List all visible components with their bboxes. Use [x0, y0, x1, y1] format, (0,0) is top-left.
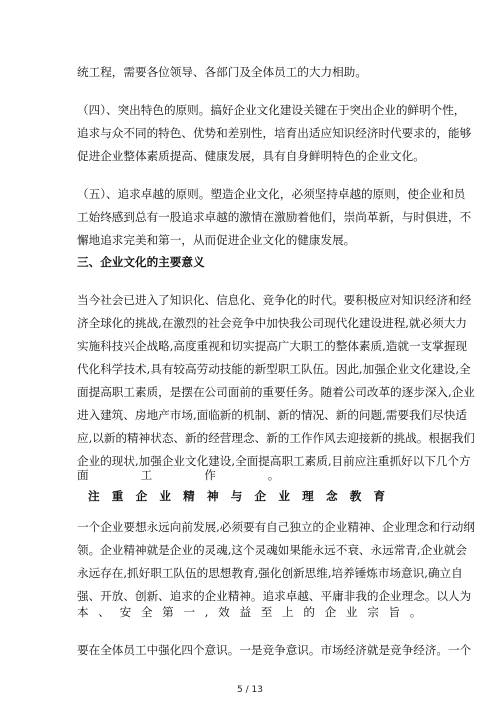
page-number: 5 / 13: [237, 685, 263, 695]
text-line: 懈地追求完美和第一，从而促进企业文化的健康发展。: [77, 233, 356, 247]
text-line: 本、安全第一,效益至上的企业宗旨。: [77, 605, 432, 619]
text-line: 促进企业整体素质提高、健康发展，具有自身鲜明特色的企业文化。: [77, 149, 425, 163]
text-line: 追求与众不同的特色、优势和差别性，培育出适应知识经济时代要求的，能够: [77, 126, 472, 140]
section-heading: 三、企业文化的主要意义: [77, 255, 205, 269]
text-line: 一个企业要想永远向前发展,必须要有自己独立的企业精神、企业理念和行动纲: [77, 520, 475, 534]
text-line: 应,以新的精神状态、新的经营理念、新的工作作风去迎接新的挑战。根据我们: [77, 431, 475, 445]
text-line: 实施科技兴企战略,高度重视和切实提高广大职工的整体素质,造就一支掌握现: [77, 339, 467, 353]
text-line: 永远存在,抓好职工队伍的思想教育,强化创新思维,培养锤炼市场意识,确立自: [77, 566, 463, 580]
text-line: 代化科学技术,具有较高劳动技能的新型职工队伍。因此,加强企业文化建设,全: [77, 362, 471, 376]
text-line: 进入建筑、房地产市场,面临新的机制、新的情况、新的问题,需要我们尽快适: [77, 408, 467, 422]
text-line: 统工程，需要各位领导、各部门及全体员工的大力相助。: [77, 65, 367, 79]
text-line: 工始终感到总有一股追求卓越的激情在激励着他们，崇尚革新，与时俱进，不: [77, 210, 472, 224]
text-line: 领。企业精神就是企业的灵魂,这个灵魂如果能永远不衰、永远常青,企业就会: [77, 543, 467, 557]
text-line: 强、开放、创新、追求的企业精神。追求卓越、平庸非我的企业理念。以人为: [77, 589, 472, 603]
text-line: 要在全体员工中强化四个意识。一是竞争意识。市场经济就是竞争经济。一个: [77, 643, 472, 657]
text-line: 面提高职工素质，是摆在公司面前的重要任务。随着公司改革的逐步深入,企业: [77, 385, 475, 399]
subsection-heading: 注重企业精神与企业理念教育: [88, 489, 398, 503]
text-line: （五）、追求卓越的原则。塑造企业文化，必须坚持卓越的原则，使企业和员: [77, 187, 466, 201]
text-line: 当今社会已进入了知识化、信息化、竞争化的时代。要积极应对知识经济和经: [77, 293, 472, 307]
text-line: 济全球化的挑战,在激烈的社会竞争中加快我公司现代化建设进程,就必须大力: [77, 316, 467, 330]
text-line: 面工作。: [77, 468, 332, 482]
text-line: 企业的现状,加强企业文化建设,全面提高职工素质,目前应注重抓好以下几个方: [77, 454, 471, 468]
text-line: （四）、突出特色的原则。搞好企业文化建设关键在于突出企业的鲜明个性，: [77, 103, 466, 117]
